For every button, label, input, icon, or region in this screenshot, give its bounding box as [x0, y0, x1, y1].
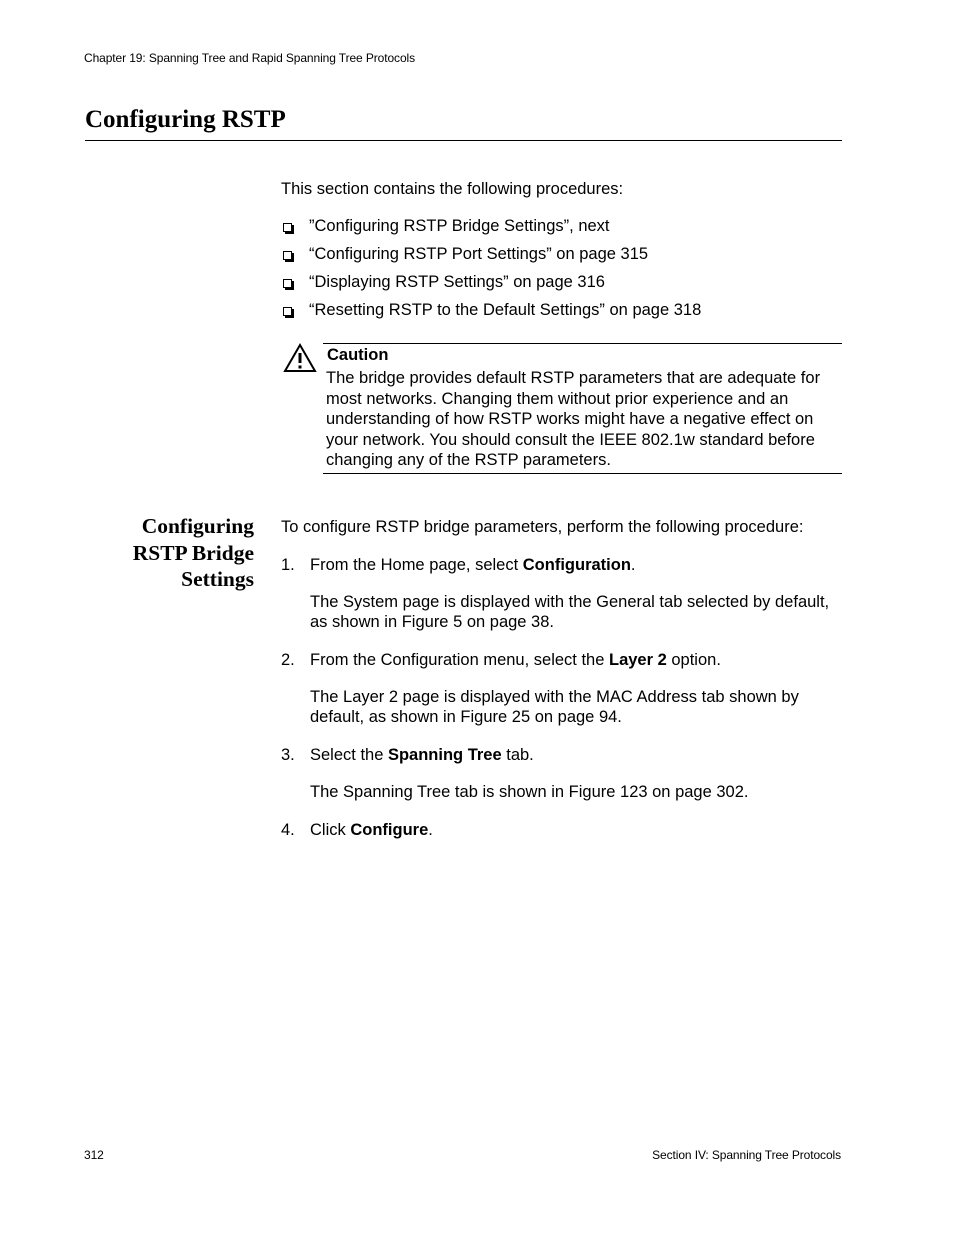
step-number: 1.: [281, 556, 295, 574]
ui-term: Spanning Tree: [387, 746, 502, 764]
ui-term: Configure: [350, 821, 429, 839]
caution-bottom-rule: [323, 473, 842, 474]
procedure-link[interactable]: ”Configuring RSTP Bridge Settings”, next: [309, 217, 610, 235]
list-item: [281, 244, 701, 272]
section-title: Configuring RSTP: [85, 106, 286, 133]
title-rule: [85, 140, 842, 141]
procedure-link[interactable]: “Displaying RSTP Settings” on page 316: [309, 273, 605, 291]
caution-top-rule: [323, 343, 842, 344]
checkbox-bullet-icon: [283, 307, 292, 316]
step-number: 3.: [281, 746, 295, 764]
warning-triangle-icon: [283, 343, 317, 373]
list-item: [281, 216, 701, 244]
step-note: The System page is displayed with the General tab selected by default, as shown in Figure 5 on page 38.: [310, 593, 830, 631]
step-note: The Spanning Tree tab is shown in Figure 123 on page 302.: [310, 783, 749, 801]
list-item: [281, 300, 701, 328]
step-text: From the Home page, select Configuration.: [310, 556, 636, 574]
page-number: 312: [84, 1148, 104, 1162]
procedure-link[interactable]: “Resetting RSTP to the Default Settings” on page 318: [309, 301, 702, 319]
heading-line: Settings: [181, 567, 254, 591]
caution-text: The bridge provides default RSTP parameters that are adequate for most networks. Changing them without prior experience and an understanding of how RSTP works might have a negative effect on your network. You should consult the IEEE 802.1w standard before changing any of the RSTP parameters.: [326, 369, 821, 469]
running-header: Chapter 19: Spanning Tree and Rapid Spanning Tree Protocols: [84, 51, 415, 65]
procedure-link[interactable]: “Configuring RSTP Port Settings” on page 315: [309, 245, 649, 263]
procedure-list: [281, 216, 701, 328]
running-footer: Section IV: Spanning Tree Protocols: [652, 1148, 841, 1162]
step-text: From the Configuration menu, select the Layer 2 option.: [310, 651, 721, 669]
ui-term: Layer 2: [608, 651, 667, 669]
caution-label: Caution: [327, 346, 389, 364]
step-number: 4.: [281, 821, 295, 839]
list-item: [281, 272, 701, 300]
step-text: Click Configure.: [310, 821, 433, 839]
intro-text: This section contains the following procedures:: [281, 180, 624, 198]
checkbox-bullet-icon: [283, 251, 292, 260]
procedure-lead: To configure RSTP bridge parameters, perform the following procedure:: [281, 518, 804, 536]
checkbox-bullet-icon: [283, 223, 292, 232]
step-text: Select the Spanning Tree tab.: [310, 746, 534, 764]
subsection-heading: [100, 513, 254, 593]
ui-term: Configuration: [522, 556, 631, 574]
heading-line: Configuring: [141, 514, 254, 538]
checkbox-bullet-icon: [283, 279, 292, 288]
heading-line: RSTP Bridge: [132, 540, 254, 565]
step-note: The Layer 2 page is displayed with the MAC Address tab shown by default, as shown in Figure 25 on page 94.: [310, 688, 799, 726]
step-number: 2.: [281, 651, 295, 669]
